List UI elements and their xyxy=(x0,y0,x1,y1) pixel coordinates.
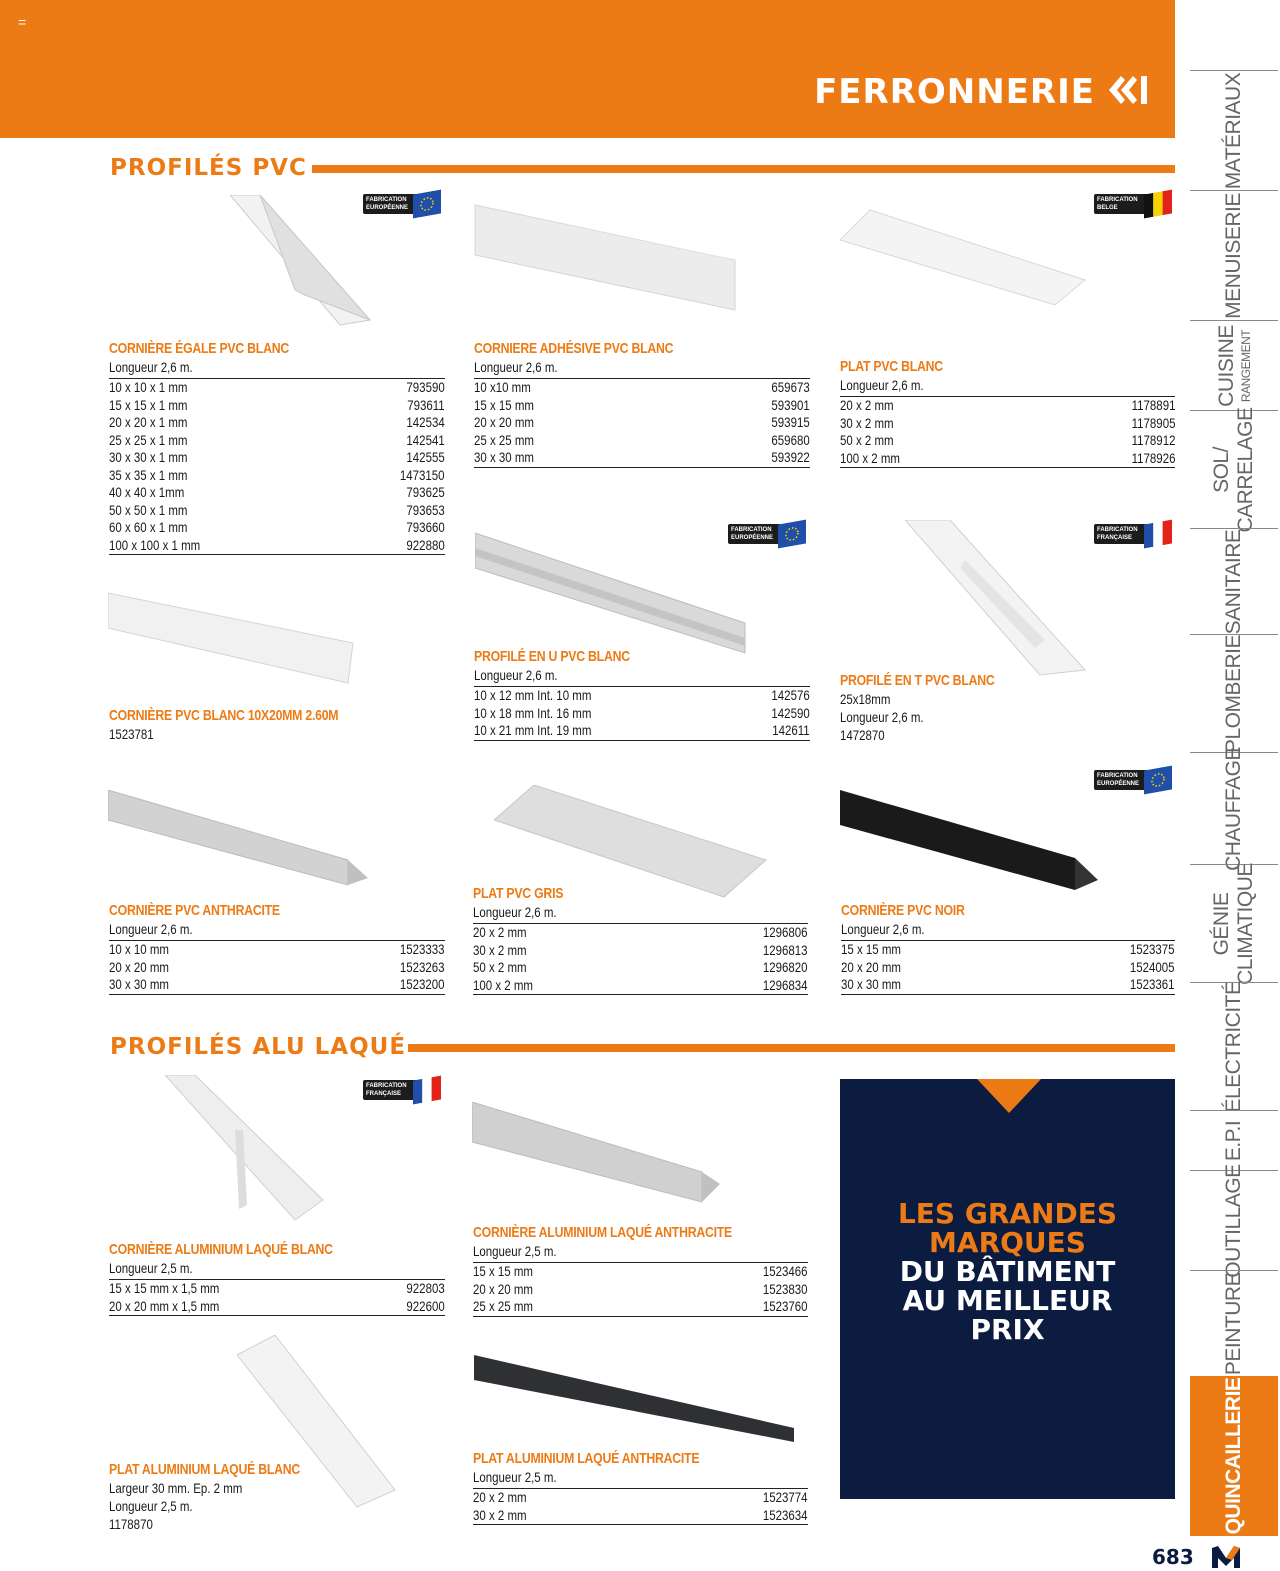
product-reference: 1472870 xyxy=(840,727,885,743)
table-row: 10 x 10 x 1 mm 793590 xyxy=(109,379,445,395)
product-profile-u-pvc-blanc xyxy=(474,648,810,741)
tab-genie-climatique[interactable]: GÉNIE CLIMATIQUE xyxy=(1190,864,1278,982)
reference-table xyxy=(473,1488,808,1525)
product-dimensions: 25x18mm xyxy=(840,691,891,707)
section-rule-pvc xyxy=(312,165,1175,173)
product-image-profile-u-pvc-blanc xyxy=(475,528,750,658)
table-row: 60 x 60 x 1 mm 793660 xyxy=(109,519,445,535)
product-length: Longueur 2,6 m. xyxy=(840,709,924,725)
table-row: 100 x 2 mm 1178926 xyxy=(840,449,1175,466)
product-length: Longueur 2,6 m. xyxy=(474,359,558,375)
tab-menuiserie[interactable]: MENUISERIE xyxy=(1190,190,1278,320)
table-row: 50 x 2 mm 1178912 xyxy=(840,432,1175,448)
product-corniere-pvc-blanc-10x20 xyxy=(109,707,445,743)
product-title: PROFILÉ EN T PVC BLANC xyxy=(840,672,995,689)
reference-table xyxy=(109,940,445,995)
tab-epi[interactable]: E.P.I xyxy=(1190,1110,1278,1170)
product-corniere-alu-laque-blanc xyxy=(109,1241,445,1316)
reference-table xyxy=(109,378,445,555)
badge-fabrication-francaise: FABRICATION FRANÇAISE xyxy=(1094,522,1174,548)
table-row: 35 x 35 x 1 mm 1473150 xyxy=(109,466,445,483)
table-row: 20 x 20 mm 1524005 xyxy=(841,958,1175,975)
table-row: 20 x 20 x 1 mm 142534 xyxy=(109,414,445,430)
reference-table xyxy=(474,686,810,741)
badge-fabrication-europeenne: FABRICATION EUROPÉENNE xyxy=(1094,768,1174,794)
product-image-corniere-pvc-blanc-10x20 xyxy=(108,588,358,688)
tab-sol-carrelage[interactable]: SOL/ CARRELAGE xyxy=(1190,410,1278,528)
table-row: 30 x 2 mm 1296813 xyxy=(473,941,808,958)
table-row: 20 x 20 mm 1523263 xyxy=(109,958,445,975)
product-corniere-alu-laque-anthracite xyxy=(473,1224,808,1317)
table-row: 30 x 2 mm 1178905 xyxy=(840,414,1175,431)
table-row: 30 x 30 mm 1523361 xyxy=(841,976,1175,992)
product-title: CORNIÈRE PVC BLANC 10X20MM 2.60M xyxy=(109,707,339,724)
product-length: Longueur 2,5 m. xyxy=(473,1469,557,1485)
product-length: Longueur 2,5 m. xyxy=(109,1260,193,1276)
product-length: Longueur 2,6 m. xyxy=(473,904,557,920)
section-title-alu: PROFILÉS ALU LAQUÉ xyxy=(110,1034,407,1060)
product-title: CORNIÈRE ALUMINIUM LAQUÉ ANTHRACITE xyxy=(473,1224,733,1241)
product-title: PLAT ALUMINIUM LAQUÉ ANTHRACITE xyxy=(473,1450,700,1467)
badge-fabrication-belge: FABRICATION BELGE xyxy=(1094,192,1174,218)
table-row: 30 x 2 mm 1523634 xyxy=(473,1506,808,1523)
table-row: 20 x 2 mm 1178891 xyxy=(840,397,1175,413)
tab-quincaillerie[interactable]: QUINCAILLERIE xyxy=(1190,1376,1278,1536)
product-image-plat-pvc-gris xyxy=(494,785,769,900)
table-row: 20 x 20 mm 593915 xyxy=(474,414,810,430)
table-row: 15 x 15 mm 1523375 xyxy=(841,941,1175,957)
eu-flag-icon xyxy=(1144,766,1172,795)
tab-chauffage[interactable]: CHAUFFAGE xyxy=(1190,752,1278,864)
table-row: 20 x 20 mm 1523830 xyxy=(473,1280,808,1297)
reference-table xyxy=(473,1262,808,1317)
tab-materiaux[interactable]: MATÉRIAUX xyxy=(1190,70,1278,190)
product-image-corniere-pvc-anthracite xyxy=(108,790,370,890)
product-corniere-pvc-anthracite xyxy=(109,902,445,995)
product-plat-pvc-gris xyxy=(473,885,808,995)
product-title: CORNIÈRE PVC NOIR xyxy=(841,902,965,919)
france-flag-icon xyxy=(1144,520,1172,549)
table-row: 100 x 2 mm 1296834 xyxy=(473,976,808,993)
product-title: CORNIERE ADHÉSIVE PVC BLANC xyxy=(474,340,674,357)
product-title: PLAT ALUMINIUM LAQUÉ BLANC xyxy=(109,1461,301,1478)
menu-icon[interactable]: = xyxy=(18,14,27,30)
table-row: 10 x 10 mm 1523333 xyxy=(109,941,445,957)
product-plat-alu-laque-blanc xyxy=(109,1461,409,1533)
product-image-corniere-adhesive-pvc-blanc xyxy=(470,200,740,320)
product-length: Longueur 2,5 m. xyxy=(473,1243,557,1259)
reference-table xyxy=(473,923,808,995)
table-row: 15 x 15 mm 1523466 xyxy=(473,1263,808,1279)
table-row: 10 x 12 mm Int. 10 mm 142576 xyxy=(474,687,810,703)
promo-banner xyxy=(840,1079,1175,1499)
product-length: Longueur 2,6 m. xyxy=(474,667,558,683)
product-title: CORNIÈRE PVC ANTHRACITE xyxy=(109,902,280,919)
table-row: 25 x 25 mm 1523760 xyxy=(473,1298,808,1314)
product-plat-pvc-blanc xyxy=(840,358,1175,468)
tab-cuisine[interactable]: CUISINE RANGEMENT xyxy=(1190,320,1278,410)
eu-flag-icon xyxy=(413,190,441,219)
table-row: 10 x 18 mm Int. 16 mm 142590 xyxy=(474,704,810,721)
tab-outillage[interactable]: OUTILLAGE xyxy=(1190,1170,1278,1270)
product-image-corniere-pvc-noir xyxy=(840,790,1100,900)
table-row: 15 x 15 mm x 1,5 mm 922803 xyxy=(109,1280,445,1296)
product-reference: 1178870 xyxy=(109,1516,153,1532)
tab-sanitaire[interactable]: SANITAIRE xyxy=(1190,528,1278,634)
product-plat-alu-laque-anthracite xyxy=(473,1450,808,1525)
product-length: Longueur 2,6 m. xyxy=(109,359,193,375)
promo-text: LES GRANDES MARQUES DU BÂTIMENT AU MEILLEUR PRIX xyxy=(897,1197,1118,1346)
france-flag-icon xyxy=(413,1076,441,1105)
reference-table xyxy=(474,378,810,468)
product-title: CORNIÈRE ÉGALE PVC BLANC xyxy=(109,340,289,357)
product-corniere-egale-pvc-blanc xyxy=(109,340,445,555)
product-length: Longueur 2,6 m. xyxy=(841,921,925,937)
double-chevron-left-icon xyxy=(1103,72,1151,108)
page-number: 683 xyxy=(1152,1545,1194,1569)
table-row: 40 x 40 x 1mm 793625 xyxy=(109,484,445,500)
page-title: FERRONNERIE xyxy=(814,72,1095,112)
section-rule-alu xyxy=(408,1044,1175,1052)
reference-table xyxy=(109,1279,445,1316)
badge-fabrication-europeenne: FABRICATION EUROPÉENNE xyxy=(728,522,808,548)
product-image-profile-t-pvc-blanc xyxy=(905,520,1090,680)
product-corniere-pvc-noir xyxy=(841,902,1175,995)
reference-table xyxy=(841,940,1175,995)
table-row: 10 x10 mm 659673 xyxy=(474,379,810,395)
table-row: 20 x 2 mm 1296806 xyxy=(473,924,808,940)
category-sidebar xyxy=(1190,70,1280,1571)
triangle-marker-icon xyxy=(977,1079,1041,1113)
badge-fabrication-francaise: FABRICATION FRANÇAISE xyxy=(363,1078,443,1104)
table-row: 10 x 21 mm Int. 19 mm 142611 xyxy=(474,722,810,738)
product-profile-t-pvc-blanc xyxy=(840,672,1175,744)
product-image-plat-alu-anthracite xyxy=(474,1350,799,1450)
tab-plomberie[interactable]: PLOMBERIE xyxy=(1190,634,1278,752)
brand-logo-icon xyxy=(1212,1546,1240,1568)
table-row: 30 x 30 x 1 mm 142555 xyxy=(109,449,445,465)
product-title: PROFILÉ EN U PVC BLANC xyxy=(474,648,630,665)
table-row: 20 x 20 mm x 1,5 mm 922600 xyxy=(109,1297,445,1314)
product-image-corniere-egale-pvc-blanc xyxy=(200,195,380,335)
table-row: 100 x 100 x 1 mm 922880 xyxy=(109,536,445,553)
product-title: CORNIÈRE ALUMINIUM LAQUÉ BLANC xyxy=(109,1241,333,1258)
section-title-pvc: PROFILÉS PVC xyxy=(110,155,307,181)
badge-fabrication-europeenne: FABRICATION EUROPÉENNE xyxy=(363,192,443,218)
product-image-corniere-alu-blanc xyxy=(165,1075,327,1223)
product-title: PLAT PVC GRIS xyxy=(473,885,564,902)
product-corniere-adhesive-pvc-blanc xyxy=(474,340,810,468)
table-row: 25 x 25 x 1 mm 142541 xyxy=(109,431,445,448)
product-image-plat-pvc-blanc xyxy=(840,205,1090,310)
page-header xyxy=(0,0,1175,138)
table-row: 30 x 30 mm 1523200 xyxy=(109,976,445,992)
table-row: 50 x 2 mm 1296820 xyxy=(473,959,808,975)
table-row: 15 x 15 mm 593901 xyxy=(474,396,810,413)
product-image-corniere-alu-anthracite xyxy=(472,1102,722,1207)
product-length: Longueur 2,6 m. xyxy=(109,921,193,937)
table-row: 50 x 50 x 1 mm 793653 xyxy=(109,501,445,518)
eu-flag-icon xyxy=(778,520,806,549)
table-row: 30 x 30 mm 593922 xyxy=(474,449,810,465)
product-title: PLAT PVC BLANC xyxy=(840,358,943,375)
product-length: Longueur 2,6 m. xyxy=(840,377,924,393)
belgium-flag-icon xyxy=(1144,190,1172,219)
reference-table xyxy=(840,396,1175,468)
table-row: 25 x 25 mm 659680 xyxy=(474,431,810,448)
table-row: 15 x 15 x 1 mm 793611 xyxy=(109,396,445,413)
product-dimensions: Largeur 30 mm. Ep. 2 mm xyxy=(109,1480,243,1496)
table-row: 20 x 2 mm 1523774 xyxy=(473,1489,808,1505)
tab-peinture[interactable]: PEINTURE xyxy=(1190,1270,1278,1376)
product-reference: 1523781 xyxy=(109,726,154,742)
product-length: Longueur 2,5 m. xyxy=(109,1498,193,1514)
tab-electricite[interactable]: ÉLECTRICITÉ xyxy=(1190,982,1278,1110)
